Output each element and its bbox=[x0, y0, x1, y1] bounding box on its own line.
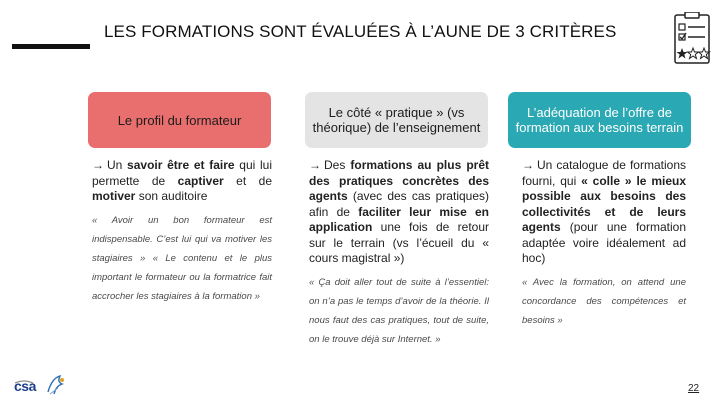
criterion-header-offer-fit: L’adéquation de l’offre de formation aux besoins terrain bbox=[508, 92, 691, 148]
page-number: 22 bbox=[688, 383, 700, 394]
criterion-header-trainer-profile: Le profil du formateur bbox=[88, 92, 271, 148]
checklist-stars-icon bbox=[672, 12, 712, 66]
criterion-header-practical-side: Le côté « pratique » (vs théorique) de l’enseignement bbox=[305, 92, 488, 148]
criterion-column-practical-side bbox=[309, 158, 489, 349]
title-accent-bar bbox=[12, 44, 90, 49]
criterion-column-trainer-profile bbox=[92, 158, 272, 306]
csa-logo: csa bbox=[14, 378, 36, 394]
criterion-main-text: → Un catalogue de formations fourni, qui « colle » le mieux possible aux besoins des collectivités et de leurs agents (pour une formation adaptée voire idéalement ad hoc) bbox=[522, 158, 686, 265]
criterion-quote: « Ça doit aller tout de suite à l’essentiel: on n’a pas le temps d’avoir de la théorie. Il nous faut des cas pratiques, tout de suite, on le trouve déjà sur Internet. » bbox=[309, 276, 489, 345]
page-title: LES FORMATIONS SONT ÉVALUÉES À L’AUNE DE 3 CRITÈRES bbox=[104, 22, 617, 41]
criterion-column-offer-fit bbox=[522, 158, 686, 330]
right-arrow-icon: → bbox=[522, 158, 534, 172]
bird-logo-icon bbox=[44, 372, 70, 398]
right-arrow-icon: → bbox=[92, 158, 104, 172]
criterion-main-text: → Des formations au plus prêt des pratiques concrètes des agents (avec des cas pratiques) afin de faciliter leur mise en application une fois de retour sur le terrain (vs l’écueil du « cours magistral ») bbox=[309, 158, 489, 265]
criterion-quote: « Avec la formation, on attend une concordance des compétences et besoins » bbox=[522, 276, 686, 326]
criterion-quote: « Avoir un bon formateur est indispensable. C’est lui qui va motiver les stagiaires » « Le contenu et le plus important le formateur ou la formatrice fait accrocher les stagiaires à la formation » bbox=[92, 214, 272, 302]
criterion-main-text: → Un savoir être et faire qui lui permette de captiver et de motiver son auditoire bbox=[92, 158, 272, 203]
right-arrow-icon: → bbox=[309, 158, 321, 172]
